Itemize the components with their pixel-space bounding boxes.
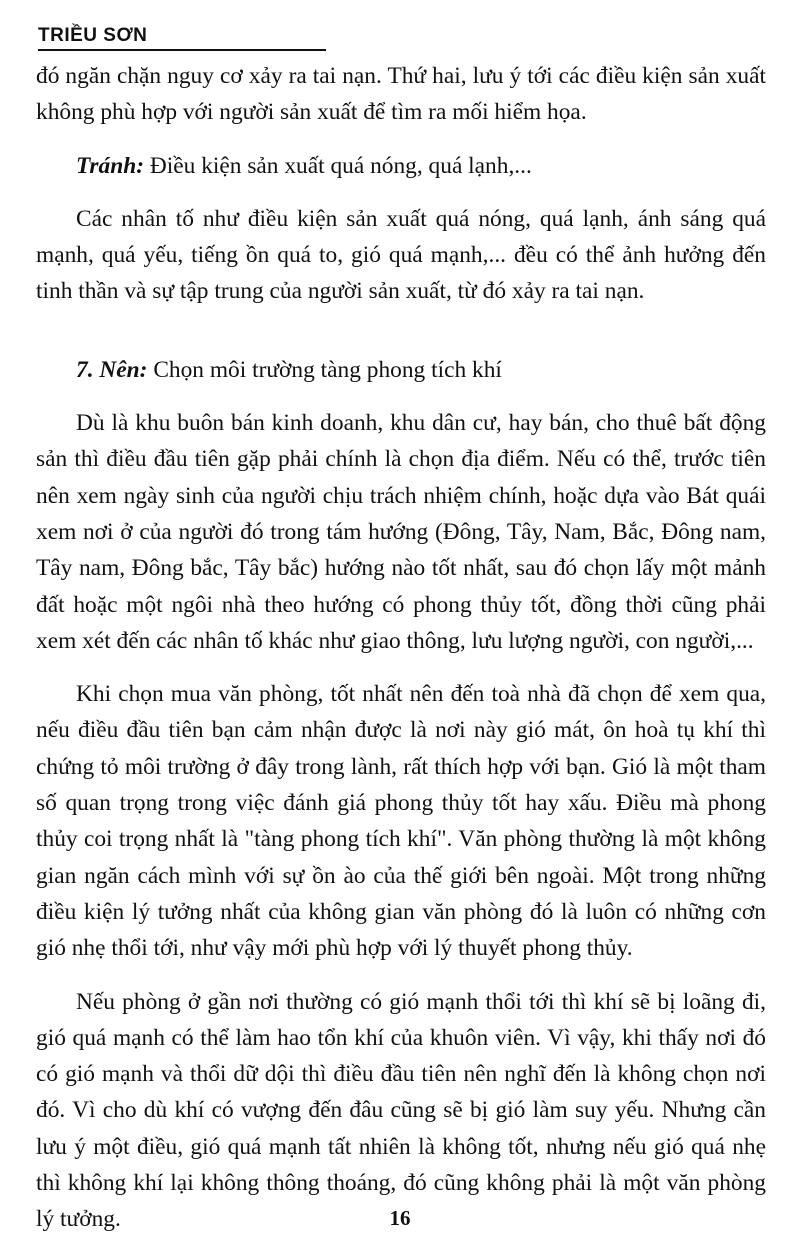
paragraph-wind: Nếu phòng ở gần nơi thường có gió mạnh thổi tới thì khí sẽ bị loãng đi, gió quá mạnh có thể làm hao tổn khí của khuôn viên. Vì vậy, khi thấy nơi đó có gió mạnh và thổi dữ dội thì điều đầu tiên nên nghĩ đến là không chọn nơi đó. Vì cho dù khí có vượng đến đâu cũng sẽ bị gió làm suy yếu. Nhưng cần lưu ý một điều, gió quá mạnh tất nhiên là không tốt, nhưng nếu gió quá nhẹ thì không khí lại không thông thoáng, đó cũng không phải là một văn phòng lý tưởng.	[36, 988, 766, 1233]
avoid-label: Tránh:	[76, 152, 145, 179]
paragraph-factors: Các nhân tố như điều kiện sản xuất quá nóng, quá lạnh, ánh sáng quá mạnh, quá yếu, tiếng ồn quá to, gió quá mạnh,... đều có thể ảnh hưởng đến tinh thần và sự tập trung của người sản xuất, từ đó xảy ra tai nạn.	[36, 205, 766, 305]
paragraph-office: Khi chọn mua văn phòng, tốt nhất nên đến toà nhà đã chọn để xem qua, nếu điều đầu tiên bạn cảm nhận được là nơi này gió mát, ôn hoà tụ khí thì chứng tỏ môi trường ở đây trong lành, rất thích hợp với bạn. Gió là một tham số quan trọng trong việc đánh giá phong thủy tốt hay xấu. Điều mà phong thủy coi trọng nhất là "tàng phong tích khí". Văn phòng thường là một không gian ngăn cách mình với sự ồn ào của thế giới bên ngoài. Một trong những điều kiện lý tưởng nhất của không gian văn phòng đó là luôn có những cơn gió nhẹ thổi tới, như vậy mới phù hợp với lý thuyết phong thủy.	[36, 681, 766, 962]
paragraph-location: Dù là khu buôn bán kinh doanh, khu dân cư, hay bán, cho thuê bất động sản thì điều đầu tiên gặp phải chính là chọn địa điểm. Nếu có thể, trước tiên nên xem ngày sinh của người chịu trách nhiệm chính, hoặc dựa vào Bát quái xem nơi ở của người đó trong tám hướng (Đông, Tây, Nam, Bắc, Đông nam, Tây nam, Đông bắc, Tây bắc) hướng nào tốt nhất, sau đó chọn lấy một mảnh đất hoặc một ngôi nhà theo hướng có phong thủy tốt, đồng thời cũng phải xem xét đến các nhân tố khác như giao thông, lưu lượng người, con người,...	[36, 410, 766, 654]
running-header	[38, 24, 326, 51]
section-heading-text: Chọn môi trường tàng phong tích khí	[147, 356, 502, 383]
section-heading-7	[36, 352, 766, 388]
paragraph-continuation: đó ngăn chặn nguy cơ xảy ra tai nạn. Thứ hai, lưu ý tới các điều kiện sản xuất không phù hợp với người sản xuất để tìm ra mối hiểm họa.	[36, 63, 766, 126]
page-number: 16	[389, 1206, 411, 1230]
paragraph-avoid	[36, 148, 766, 184]
section-number-label: 7. Nên:	[76, 356, 148, 383]
header-title: TRIỀU SƠN	[38, 25, 148, 46]
page-body	[36, 58, 766, 1255]
avoid-text: Điều kiện sản xuất quá nóng, quá lạnh,...	[144, 152, 532, 179]
